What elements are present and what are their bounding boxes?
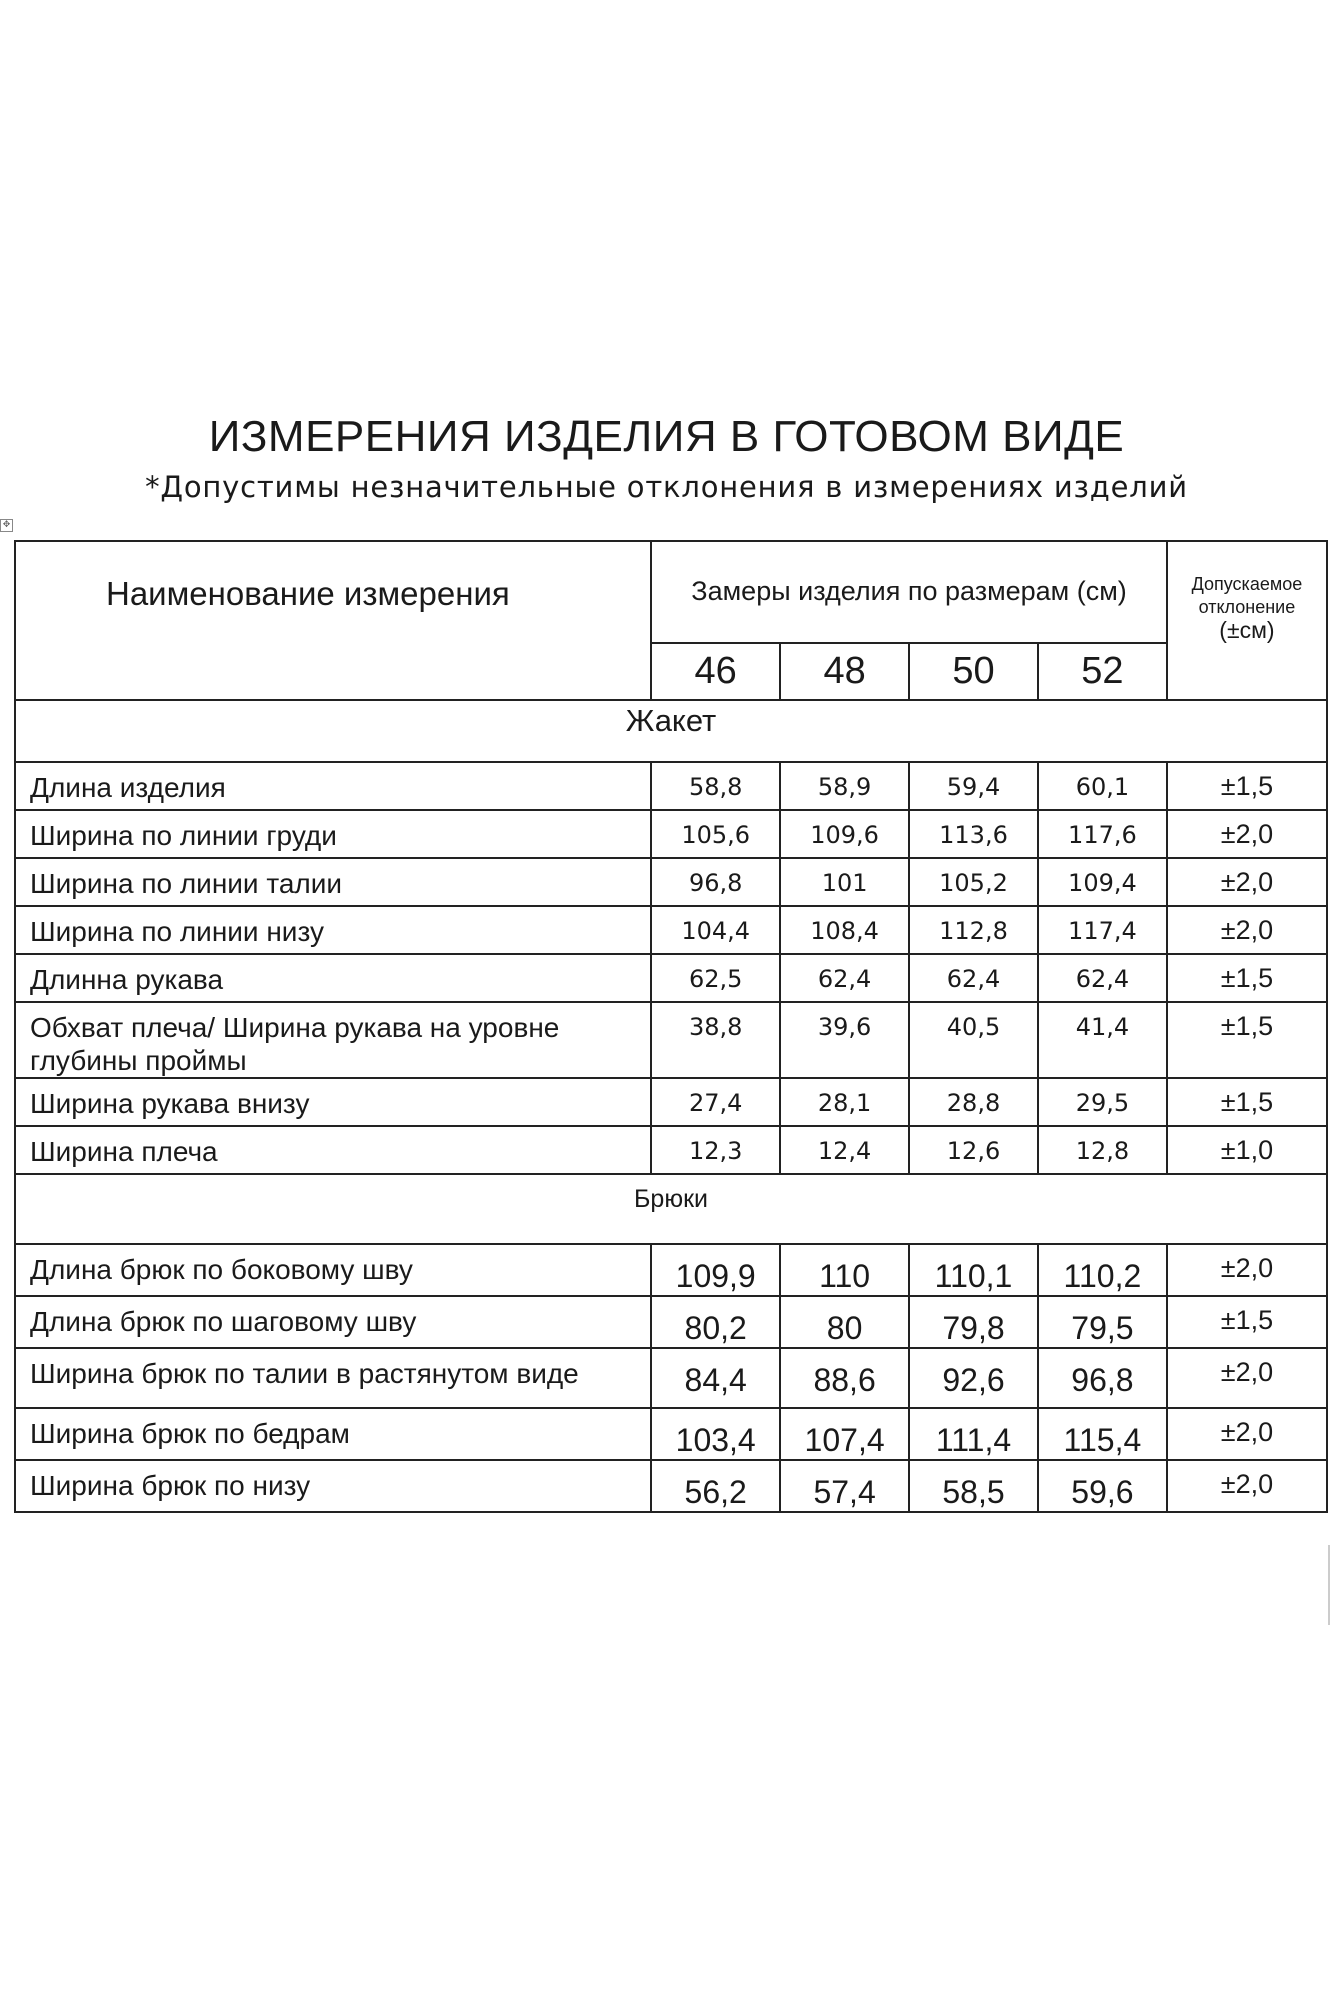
cell-value: 58,5 <box>909 1460 1038 1512</box>
row-name: Длина изделия <box>15 762 651 810</box>
cell-deviation: ±1,5 <box>1167 1002 1327 1078</box>
cell-value: 111,4 <box>909 1408 1038 1460</box>
header-sizes-group: Замеры изделия по размерам (см) <box>651 541 1167 643</box>
cell-deviation: ±1,5 <box>1167 1078 1327 1126</box>
cell-value: 88,6 <box>780 1348 909 1408</box>
table-row <box>15 1126 1327 1174</box>
row-name: Ширина по линии талии <box>15 858 651 906</box>
cell-value: 96,8 <box>651 858 780 906</box>
cell-deviation: ±1,5 <box>1167 762 1327 810</box>
table-row <box>15 1296 1327 1348</box>
cell-value: 62,4 <box>909 954 1038 1002</box>
cell-value: 110,2 <box>1038 1244 1167 1296</box>
cell-value: 109,4 <box>1038 858 1167 906</box>
row-name: Ширина брюк по низу <box>15 1460 651 1512</box>
table-row <box>15 1460 1327 1512</box>
cell-value: 92,6 <box>909 1348 1038 1408</box>
section-title: Жакет <box>15 700 1327 762</box>
header-name-cell: Наименование измерения <box>15 541 651 700</box>
table-row <box>15 858 1327 906</box>
cell-value: 80 <box>780 1296 909 1348</box>
deviation-label-1: Допускаемое <box>1191 574 1303 594</box>
cell-value: 84,4 <box>651 1348 780 1408</box>
table-row <box>15 810 1327 858</box>
cell-value: 58,8 <box>651 762 780 810</box>
cell-value: 12,8 <box>1038 1126 1167 1174</box>
row-name: Ширина по линии низу <box>15 906 651 954</box>
cell-value: 62,4 <box>1038 954 1167 1002</box>
cell-value: 113,6 <box>909 810 1038 858</box>
cell-value: 12,6 <box>909 1126 1038 1174</box>
cell-value: 115,4 <box>1038 1408 1167 1460</box>
cell-value: 28,8 <box>909 1078 1038 1126</box>
row-name: Длина брюк по боковому шву <box>15 1244 651 1296</box>
table-row <box>15 1002 1327 1078</box>
cell-value: 110 <box>780 1244 909 1296</box>
cell-deviation: ±1,0 <box>1167 1126 1327 1174</box>
row-name: Длинна рукава <box>15 954 651 1002</box>
cell-value: 80,2 <box>651 1296 780 1348</box>
cell-value: 117,6 <box>1038 810 1167 858</box>
section-title: Брюки <box>15 1174 1327 1244</box>
row-name: Длина брюк по шаговому шву <box>15 1296 651 1348</box>
cell-value: 117,4 <box>1038 906 1167 954</box>
header-row <box>15 541 1327 643</box>
cell-value: 110,1 <box>909 1244 1038 1296</box>
cell-value: 105,6 <box>651 810 780 858</box>
cell-value: 96,8 <box>1038 1348 1167 1408</box>
row-name: Ширина по линии груди <box>15 810 651 858</box>
cell-value: 109,9 <box>651 1244 780 1296</box>
cell-value: 107,4 <box>780 1408 909 1460</box>
row-name: Ширина плеча <box>15 1126 651 1174</box>
cell-value: 56,2 <box>651 1460 780 1512</box>
cell-value: 79,8 <box>909 1296 1038 1348</box>
row-name: Ширина брюк по бедрам <box>15 1408 651 1460</box>
cell-value: 29,5 <box>1038 1078 1167 1126</box>
cell-value: 104,4 <box>651 906 780 954</box>
cell-value: 28,1 <box>780 1078 909 1126</box>
cell-value: 105,2 <box>909 858 1038 906</box>
size-46: 46 <box>651 643 780 700</box>
cell-value: 112,8 <box>909 906 1038 954</box>
cell-value: 39,6 <box>780 1002 909 1078</box>
cell-value: 12,4 <box>780 1126 909 1174</box>
page-edge-divider <box>1328 1545 1330 1625</box>
cell-value: 41,4 <box>1038 1002 1167 1078</box>
row-name: Ширина рукава внизу <box>15 1078 651 1126</box>
table-row <box>15 762 1327 810</box>
table-row <box>15 1244 1327 1296</box>
table-row <box>15 906 1327 954</box>
size-48: 48 <box>780 643 909 700</box>
cell-deviation: ±2,0 <box>1167 906 1327 954</box>
size-52: 52 <box>1038 643 1167 700</box>
cell-value: 57,4 <box>780 1460 909 1512</box>
table-row <box>15 1408 1327 1460</box>
cell-value: 38,8 <box>651 1002 780 1078</box>
cell-deviation: ±2,0 <box>1167 1460 1327 1512</box>
row-name: Обхват плеча/ Ширина рукава на уровне глубины проймы <box>15 1002 651 1078</box>
cell-value: 79,5 <box>1038 1296 1167 1348</box>
cell-value: 62,4 <box>780 954 909 1002</box>
measurements-table <box>14 540 1328 1513</box>
table-row <box>15 954 1327 1002</box>
move-handle-icon[interactable]: ✥ <box>0 519 13 532</box>
cell-value: 103,4 <box>651 1408 780 1460</box>
cell-deviation: ±2,0 <box>1167 1408 1327 1460</box>
cell-deviation: ±1,5 <box>1167 1296 1327 1348</box>
cell-deviation: ±2,0 <box>1167 810 1327 858</box>
cell-value: 59,6 <box>1038 1460 1167 1512</box>
cell-value: 108,4 <box>780 906 909 954</box>
table-row <box>15 1348 1327 1408</box>
table-row <box>15 1078 1327 1126</box>
cell-value: 109,6 <box>780 810 909 858</box>
size-50: 50 <box>909 643 1038 700</box>
section-row-jacket <box>15 700 1327 762</box>
page-subtitle: *Допустимы незначительные отклонения в измерениях изделий <box>145 470 1188 504</box>
cell-deviation: ±2,0 <box>1167 1244 1327 1296</box>
cell-deviation: ±2,0 <box>1167 1348 1327 1408</box>
cell-value: 40,5 <box>909 1002 1038 1078</box>
row-name: Ширина брюк по талии в растянутом виде <box>15 1348 651 1408</box>
cell-value: 101 <box>780 858 909 906</box>
header-deviation-cell <box>1167 541 1327 700</box>
cell-value: 27,4 <box>651 1078 780 1126</box>
cell-value: 62,5 <box>651 954 780 1002</box>
cell-deviation: ±2,0 <box>1167 858 1327 906</box>
cell-value: 12,3 <box>651 1126 780 1174</box>
cell-deviation: ±1,5 <box>1167 954 1327 1002</box>
page-title: ИЗМЕРЕНИЯ ИЗДЕЛИЯ В ГОТОВОМ ВИДЕ <box>208 412 1125 461</box>
deviation-label-3: (±см) <box>1219 617 1275 643</box>
cell-value: 59,4 <box>909 762 1038 810</box>
section-row-pants <box>15 1174 1327 1244</box>
cell-value: 58,9 <box>780 762 909 810</box>
cell-value: 60,1 <box>1038 762 1167 810</box>
deviation-label-2: отклонение <box>1198 597 1296 617</box>
